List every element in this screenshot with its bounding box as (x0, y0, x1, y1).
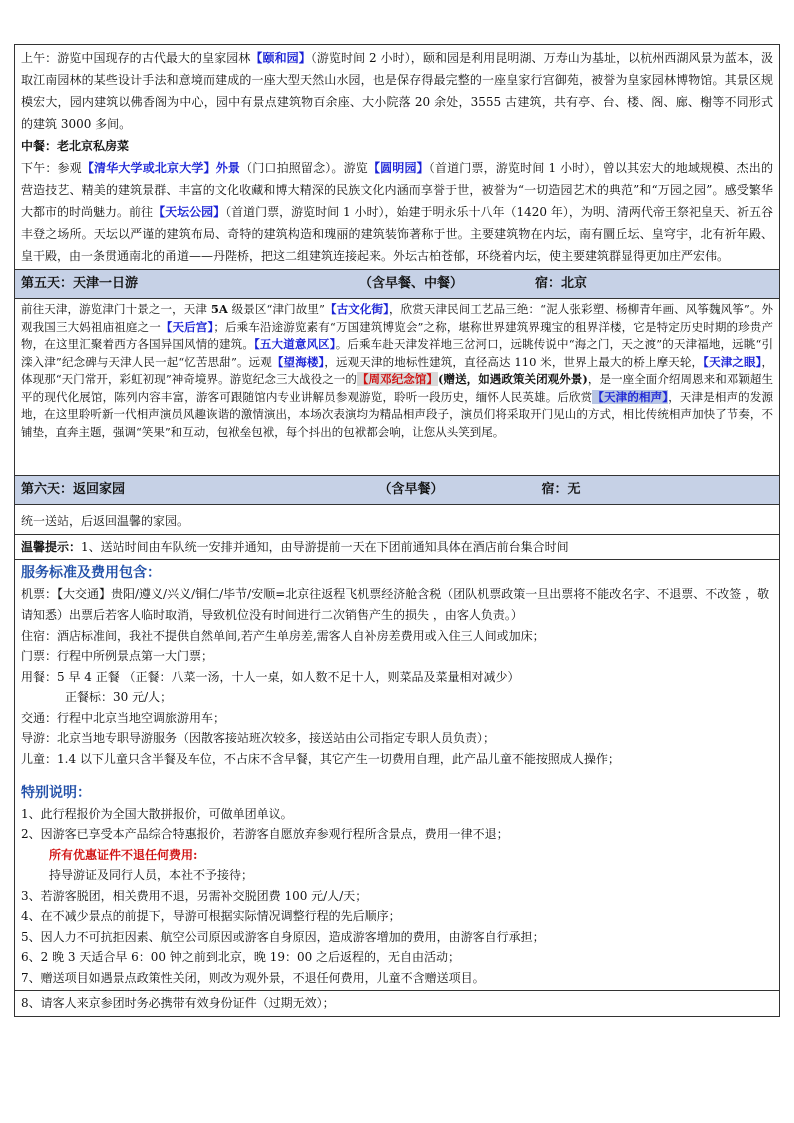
note-5: 5、因人力不可抗拒因素、航空公司原因或游客自身原因，造成游客增加的费用，由游客自行承担； (21, 929, 545, 944)
day6-text: 统一送站，后返回温馨的家园。 (21, 514, 190, 528)
universities-link: 【清华大学或北京大学】外景 (81, 161, 241, 175)
lunch-label: 中餐：老北京私房菜 (21, 139, 130, 153)
day5-text-1: 前往天津，游览津门十景之一，天津 (21, 302, 211, 316)
day5-header (15, 270, 780, 299)
ancient-culture-street-link: 【古文化街】 (324, 302, 390, 316)
tianjin-eye-link: 【天津之眼】 (703, 354, 762, 369)
day6-section (15, 505, 780, 535)
day5-text-5: ，远观天津的地标性建筑，直径高达 110 米，世界上最大的桥上摩天轮， (324, 354, 704, 369)
day5-lodging: 宿：北京 (534, 276, 587, 291)
day4-section (15, 45, 780, 270)
summer-palace-link: 【颐和园】 (250, 51, 311, 65)
yuanmingyuan-link: 【圆明园】 (367, 161, 429, 175)
crosstalk-link: 【天津的相声】 (592, 389, 669, 404)
day5-text-6: ，体现那“天门常开，彩虹初现”神奇境界。游览纪念三大战役之一的 (21, 354, 774, 386)
day5-text-8: ，天津是相声的发源地，在这里聆听新一代相声演员风趣诙谐的激情演出，本场次表演均为精品相声段子，演员们将采取开门见山的方式，相比传统相声加快了节奏，不铺垫，直奔主题，强调“笑果”和互动，包袱垒包袱，每个抖出的包袱都会响，让您从头笑到尾。 (21, 389, 773, 439)
memorial-hall-link: 【周邓纪念馆】 (356, 372, 438, 386)
service-meal-standard: 正餐标：30 元/人； (65, 690, 173, 704)
note-1: 1、此行程报价为全国大散拼报价，可做单团单议。 (21, 806, 293, 821)
day6-header (15, 476, 780, 505)
note-3: 3、若游客脱团，相关费用不退，另需补交脱团费 100 元/人/天； (21, 888, 368, 903)
afternoon-text: 下午：参观 (21, 161, 82, 175)
afternoon-text-a: （门口拍照留念）。游览 (240, 161, 368, 175)
spacer (21, 769, 773, 783)
note-4: 4、在不减少景点的前提下，导游可根据实际情况调整行程的先后顺序； (21, 909, 401, 923)
service-meals: 用餐：5 早 4 正餐 （正餐：八菜一汤，十人一桌，如人数不足十人，则菜品及菜量相对减少） (21, 669, 520, 684)
service-hotel: 住宿：酒店标准间，我社不提供自然单间,若产生单房差,需客人自补房差费用或入住三人间或加床； (21, 628, 545, 643)
day5-5a-label: 5A (210, 302, 228, 316)
note-2-warning: 所有优惠证件不退任何费用: (49, 847, 198, 862)
service-title: 服务标准及费用包含： (21, 565, 161, 581)
day5-text-3: ；后乘车沿途游览素有“万国建筑博览会”之称，堪称世界建筑界瑰宝的租界洋楼，它是特定历史时期的珍贵产物，在这里汇聚着西方各国异国风情的建筑。 (21, 319, 774, 351)
temple-of-heaven-link: 【天坛公园】 (153, 205, 226, 219)
day5-text-4: 。后乘车赴天津发祥地三岔河口，远眺传说中“海之门，天之渡”的天津福地，远眺“引滦入津”纪念碑与天津人民一起“忆苦思甜”。远观 (21, 337, 774, 369)
tip-label: 温馨提示： (21, 539, 82, 554)
morning-description: （游览时间 2 小时），颐和园是利用昆明湖、万寿山为基址，以杭州西湖风景为蓝本，汲取江南园林的某些设计手法和意境而建成的一座大型天然山水园，也是保存得最完整的一座皇家行宫御苑，被誉为皇家园林博物馆。其景区规模宏大，园内建筑以佛香阁为中心，园中有景点建筑物百余座、大小院落 20 余处，3555 古建筑，共有亭、台、楼、阁、廊、榭等不同形式的建筑 3000 多间。 (21, 51, 773, 131)
day6-meals: （含早餐） (378, 482, 444, 497)
itinerary-table (14, 44, 780, 1017)
tip-section (15, 534, 780, 560)
day5-text-2: ，欣赏天津民间工艺品三绝：“泥人张彩塑、杨柳青年画、风筝魏风筝”。外观我国三大妈祖庙祖庭之一 (21, 302, 774, 334)
itinerary-page (14, 44, 780, 1017)
note-6: 6、2 晚 3 天适合早 6：00 钟之前到北京，晚 19：00 之后返程的，无自由活动； (21, 950, 461, 964)
service-transport: 交通：行程中北京当地空调旅游用车； (21, 710, 226, 725)
five-avenues-link: 【五大道意风区】 (254, 337, 336, 351)
tip-text: 1、送站时间由车队统一安排并通知，由导游提前一天在下团前通知具体在酒店前台集合时间 (81, 539, 569, 554)
note-8: 8、请客人来京参团时务必携带有效身份证件（过期无效）； (21, 996, 335, 1010)
morning-text: 上午：游览中国现存的古代最大的皇家园林 (21, 51, 251, 65)
day6-title: 第六天：返回家园 (21, 482, 126, 497)
day5-text-7: ，是一座全面介绍周恩来和邓颖超生平的现代化展馆，陈列内容丰富，游客可跟随馆内专业讲解员参观游览，聆听一段历史，缅怀人民英雄。后欣赏 (21, 372, 774, 404)
gift-note: (赠送，如遇政策关闭观外景) (437, 372, 588, 386)
afternoon-text-c: （首道门票，游览时间 1 小时），始建于明永乐十八年（1420 年），为明、清两代帝王祭祀皇天、祈五谷丰登之场所。天坛以严谨的建筑布局、奇特的建筑构造和瑰丽的建筑装饰著称于世。主要建筑物在内坛，南有圜丘坛、皇穹宇，北有祈年殿、皇干殿，由一条贯通南北的甬道——丹陛桥，把这二组建筑连接起来。外坛古柏苍郁，环绕着内坛，使主要建筑群显得更加庄严宏伟。 (21, 205, 773, 263)
service-tickets: 门票：行程中所例景点第一大门票； (21, 649, 214, 663)
service-ticket: 机票：【大交通】贵阳/遵义/兴义/铜仁/毕节/安顺=北京往返程飞机票经济舱含税（团队机票政策一旦出票将不能改名字、不退票、不改签 ，敬请知悉）出票后若客人临时取消，导致机位没有时间进行二次销售产生的损失 ，由客人负责。） (21, 586, 770, 622)
day5-section (15, 299, 780, 476)
service-children: 儿童：1.4 以下儿童只含半餐及车位，不占床不含早餐，其它产生一切费用自理，此产品儿童不能按照成人操作； (21, 751, 620, 766)
day5-title: 第五天：天津一日游 (21, 276, 139, 291)
tianhou-palace-link: 【天后宫】 (160, 319, 214, 334)
service-section (15, 560, 780, 991)
day6-lodging: 宿：无 (541, 482, 581, 497)
wanghai-tower-link: 【望海楼】 (271, 354, 325, 369)
note-7: 7、赠送项目如遇景点政策性关闭，则改为观外景，不退任何费用，儿童不含赠送项目。 (21, 970, 485, 985)
note-2: 2、因游客已享受本产品综合特惠报价，若游客自愿放弃参观行程所含景点，费用一律不退； (21, 827, 509, 841)
afternoon-text-b: （首道门票，游览时间 1 小时），曾以其宏大的地域规模、杰出的营造技艺、精美的建筑景群、丰富的文化收藏和博大精深的民族文化内涵而享誉于世，被誉为“一切造园艺术的典范”和“万园之园”。感受繁华大都市的时尚魅力。前往 (21, 161, 773, 219)
note-8-row (15, 991, 780, 1017)
notes-title: 特别说明： (21, 785, 91, 801)
note-2-sub: 持导游证及同行人员，本社不予接待； (49, 868, 254, 882)
day5-text-1b: 级景区“津门故里” (227, 302, 325, 316)
day5-meals: （含早餐、中餐） (358, 276, 463, 291)
service-guide: 导游：北京当地专职导游服务（因散客接站班次较多，接送站由公司指定专职人员负责）； (21, 731, 496, 745)
